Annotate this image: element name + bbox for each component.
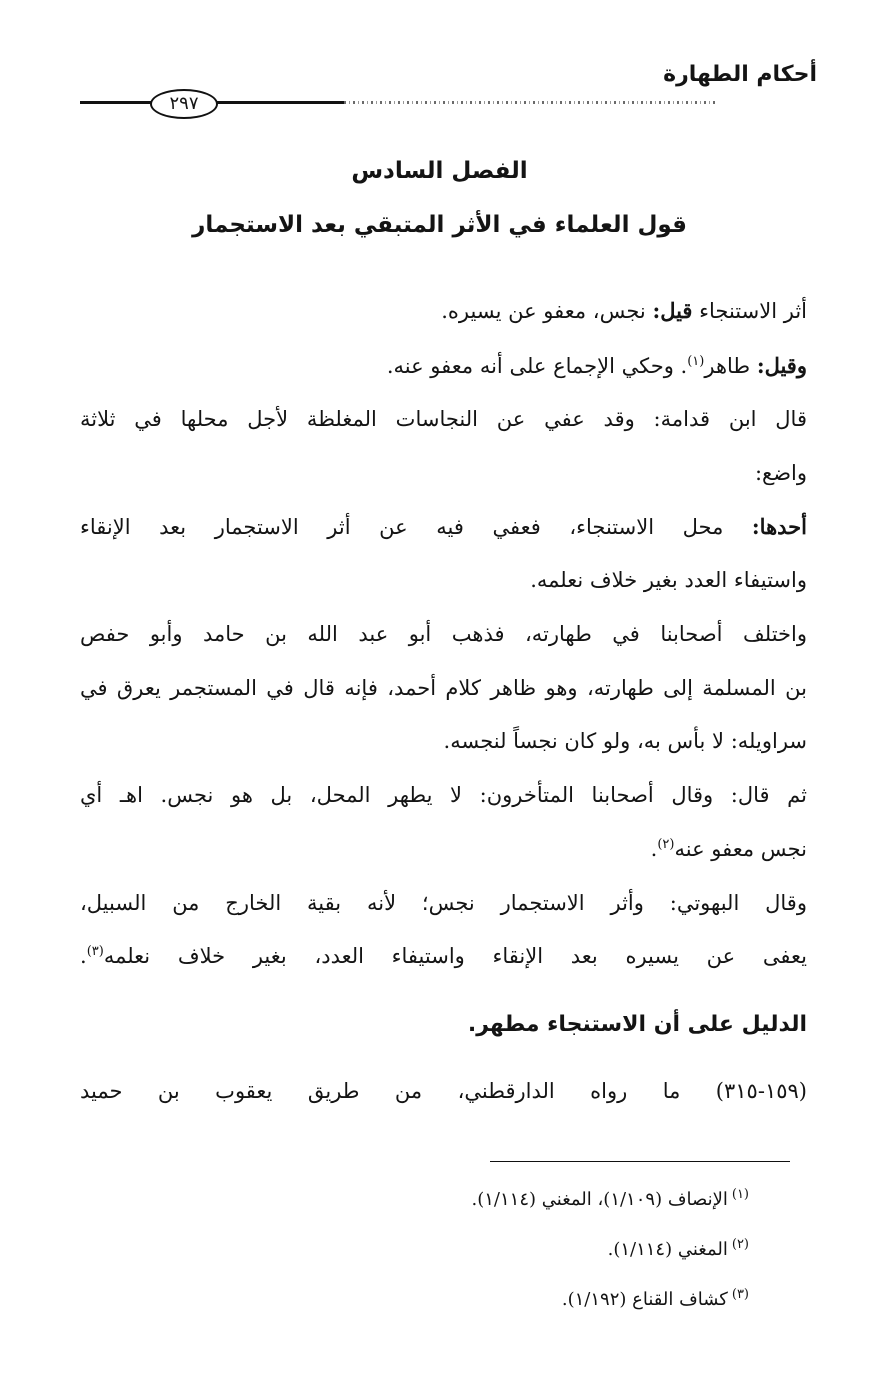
body-line-14: (١٥٩-٣١٥) ما رواه الدارقطني، من طريق يعقوب بن حميد xyxy=(80,1079,807,1103)
footnote-mark: (١) xyxy=(731,1187,749,1202)
body-line-4: واضع: xyxy=(754,461,807,485)
header-rule-mid xyxy=(212,101,344,104)
body-line-8: بن المسلمة إلى طهارته، وهو ظاهر كلام أحمد، فإنه قال في المستجمر يعرق في xyxy=(80,676,807,700)
body-line-10: ثم قال: وقال أصحابنا المتأخرون: لا يطهر المحل، بل هو نجس. اهـ أي xyxy=(80,783,807,807)
footnote-text: المغني (١/١١٤). xyxy=(607,1239,728,1260)
body-line-13 xyxy=(80,941,807,971)
header-rule-faded xyxy=(344,101,716,104)
text-span: نجس، معفو عن يسيره. xyxy=(441,299,653,323)
footnote-ref-3[interactable]: (٣) xyxy=(86,944,104,959)
header-rule-left xyxy=(80,101,152,104)
body-line-12: وقال البهوتي: وأثر الاستجمار نجس؛ لأنه بقية الخارج من السبيل، xyxy=(80,891,807,915)
text-span: أثر الاستنجاء xyxy=(692,299,807,323)
text-span: . xyxy=(650,837,658,861)
bold-term: أحدها: xyxy=(751,514,807,539)
page-number: ٢٩٧ xyxy=(150,89,218,119)
section-heading: الدليل على أن الاستنجاء مطهر. xyxy=(467,1012,807,1037)
bold-term: وقيل: xyxy=(756,353,807,378)
footnote-1 xyxy=(472,1182,749,1213)
chapter-title: الفصل السادس xyxy=(351,158,528,184)
text-span: يعفى عن يسيره بعد الإنقاء واستيفاء العدد، بغير خلاف نعلمه xyxy=(103,944,807,968)
text-span: . وحكي الإجماع على أنه معفو عنه. xyxy=(386,354,688,378)
body-line-7: واختلف أصحابنا في طهارته، فذهب أبو عبد الله بن حامد وأبو حفص xyxy=(80,622,807,646)
footnote-ref-2[interactable]: (٢) xyxy=(657,837,675,852)
footnote-divider xyxy=(490,1161,790,1162)
footnote-mark: (٣) xyxy=(731,1287,749,1302)
body-line-6: واستيفاء العدد بغير خلاف نعلمه. xyxy=(530,568,807,592)
footnote-3 xyxy=(562,1282,749,1313)
footnote-2 xyxy=(608,1232,749,1263)
text-span: . xyxy=(80,944,87,968)
body-line-1 xyxy=(441,296,807,326)
bold-term: قيل: xyxy=(652,298,693,323)
footnote-mark: (٢) xyxy=(731,1237,749,1252)
text-span: محل الاستنجاء، فعفي فيه عن أثر الاستجمار بعد الإنقاء xyxy=(80,515,752,539)
footnote-text: كشاف القناع (١/١٩٢). xyxy=(561,1289,728,1310)
body-line-3: قال ابن قدامة: وقد عفي عن النجاسات المغلظة لأجل محلها في ثلاثة xyxy=(80,407,807,431)
footnote-ref-1[interactable]: (١) xyxy=(687,354,705,369)
chapter-subtitle: قول العلماء في الأثر المتبقي بعد الاستجمار xyxy=(192,212,687,238)
footnote-text: الإنصاف (١/١٠٩)، المغني (١/١١٤). xyxy=(471,1189,728,1210)
text-span: طاهر xyxy=(704,354,757,378)
body-line-5 xyxy=(80,512,807,542)
book-title: أحكام الطهارة xyxy=(663,62,817,87)
body-line-2 xyxy=(387,351,807,381)
body-line-11 xyxy=(651,834,807,864)
body-line-9: سراويله: لا بأس به، ولو كان نجساً لنجسه. xyxy=(443,729,807,753)
text-span: نجس معفو عنه xyxy=(674,837,807,861)
